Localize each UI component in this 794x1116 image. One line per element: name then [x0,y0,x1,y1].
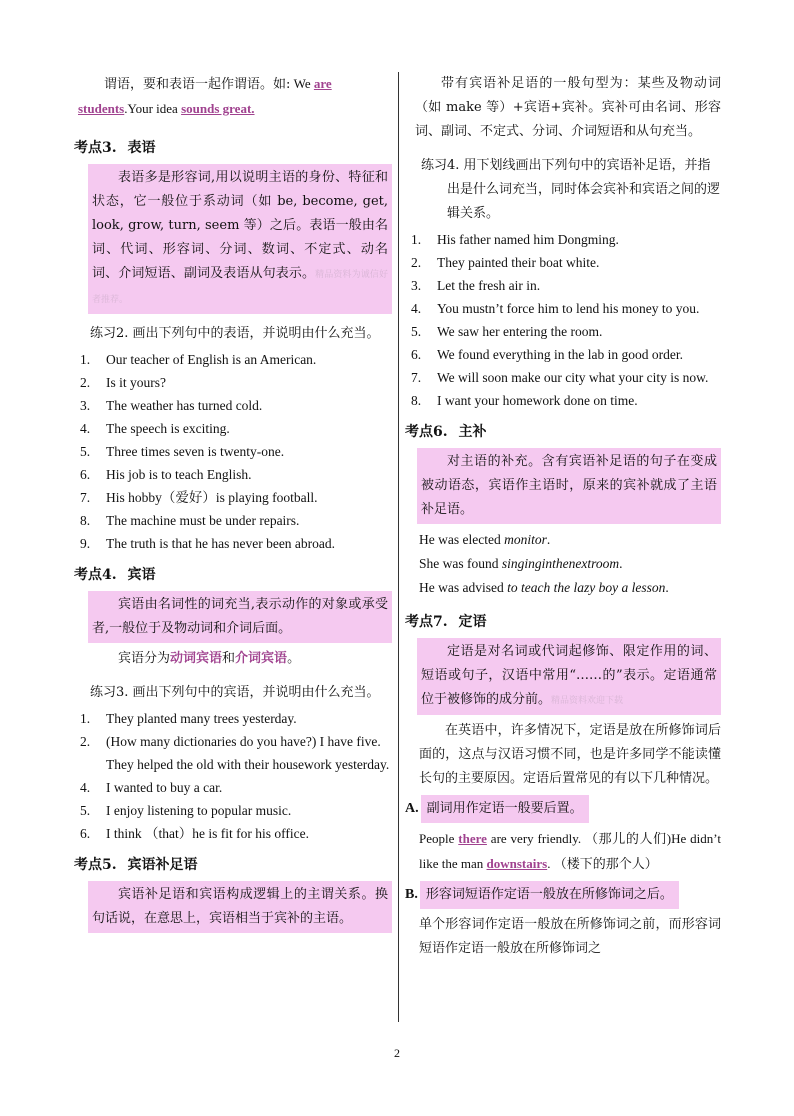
exercise-text: 画出下列句中的宾语，并说明由什么充当。 [132,685,380,700]
rule-letter: A. [405,801,419,816]
section-3-definition [88,164,392,314]
list-item [74,756,392,774]
section-title: 表语 [127,140,156,156]
example-italic: monitor [504,532,547,547]
split-and: 和 [222,651,236,666]
verb-object-term: 动词宾语 [170,651,223,666]
list-item [74,351,392,369]
exercise-3 [82,681,392,705]
example-part: are very friendly. （那儿的人们)He didn’t like the man [419,831,721,871]
right-intro [405,72,721,144]
item-text: You mustn’t force him to lend his money to you. [437,301,700,316]
section-title: 定语 [458,614,487,630]
definition-text: 宾语由名词性的词充当,表示动作的对象或承受者,一般位于及物动词和介词后面。 [92,597,388,636]
section-title: 宾语补足语 [127,857,198,873]
section-6-example-2 [405,552,721,576]
item-text: The machine must be under repairs. [106,513,300,528]
watermark-text: 精品资料为诚信好者推荐。 [92,270,388,305]
example-part: . （楼下的那个人） [547,856,658,871]
item-text: The speech is exciting. [106,421,230,436]
rule-letter: B. [405,887,418,902]
definition-text: 对主语的补充。含有宾语补足语的句子在变成被动语态，宾语作主语时，原来的宾补就成了主语补足语。 [421,454,717,517]
item-text: His job is to teach English. [106,467,252,482]
rule-a [405,795,721,823]
section-3-heading [74,136,392,160]
item-text: (How many dictionaries do you have?) I have five. [106,734,381,749]
example-prefix: He was elected [419,532,505,547]
section-4-definition [88,591,392,643]
intro-we: We [290,76,314,91]
section-label: 考点5. [74,857,117,873]
item-text: I think （that）he is fit for his office. [106,826,309,841]
list-item [74,489,392,507]
list-item [74,733,392,751]
exercise-label: 练习3. [90,685,129,700]
list-item [405,392,721,410]
exercise-label: 练习4. [421,158,460,173]
rule-a-example [405,827,721,877]
section-label: 考点7. [405,614,448,630]
section-title: 宾语 [127,567,156,583]
section-6-heading [405,420,721,444]
item-text: We found everything in the lab in good order. [437,347,683,362]
list-item [405,231,721,249]
item-number: 4. [80,780,91,795]
intro-text: 谓语，要和表语一起作谓语。如: [104,77,291,92]
section-6-example-1 [405,528,721,552]
definition-text: 宾语补足语和宾语构成逻辑上的主谓关系。换句话说，在意思上，宾语相当于宾补的主语。 [92,887,388,926]
item-number: 9. [80,536,91,551]
exercise-label: 练习2. [90,326,129,341]
intro-are: are [313,76,332,91]
page-number: 2 [394,1046,400,1060]
item-text: Let the fresh air in. [437,278,541,293]
section-7-heading [405,610,721,634]
section-title: 主补 [458,424,487,440]
item-number: 7. [80,490,91,505]
item-text: The weather has turned cold. [106,398,263,413]
item-text: We saw her entering the room. [437,324,603,339]
rule-b-body [405,913,721,961]
exercise-2-list [74,351,392,553]
list-item [74,374,392,392]
list-item [74,710,392,728]
exercise-2 [82,322,392,346]
item-number: 7. [411,370,422,385]
item-number: 1. [80,711,91,726]
example-italic: singinginthenextroom [501,556,620,571]
definition-text: 定语是对名词或代词起修饰、限定作用的词、短语或句子，汉语中常用“……的”表示。定语通常位于被修饰的成分前。 [421,644,717,707]
exercise-text: 画出下列句中的表语，并说明由什么充当。 [132,326,380,341]
item-number: 4. [80,421,91,436]
list-item [405,300,721,318]
rule-text: 形容词短语作定语一般放在所修饰词之后。 [420,881,679,909]
section-6-definition [417,448,721,524]
prep-object-term: 介词宾语 [235,651,288,666]
exercise-4 [413,154,721,226]
list-item [74,443,392,461]
intro-paragraph [74,72,392,122]
item-text: Our teacher of English is an American. [106,352,317,367]
exercise-text: 用下划线画出下列句中的宾语补足语，并指出是什么词充当，同时体会宾补和宾语之间的逻辑关系。 [447,158,721,221]
item-text: Is it yours? [106,375,166,390]
body-text: 单个形容词作定语一般放在所修饰词之前，而形容词短语作定语一般放在所修饰词之 [419,917,721,956]
example-end: . [665,580,669,595]
item-number: 3. [411,278,422,293]
item-text: I wanted to buy a car. [106,780,223,795]
item-text: Three times seven is twenty-one. [106,444,285,459]
example-prefix: He was advised [419,580,508,595]
list-item [74,802,392,820]
intro-sounds: sounds great. [181,101,255,116]
item-number: 5. [80,803,91,818]
section-label: 考点4. [74,567,117,583]
item-number: 4. [411,301,422,316]
item-text: His hobby（爱好）is playing football. [106,490,318,505]
item-text: His father named him Dongming. [437,232,619,247]
column-divider [398,72,399,1022]
exercise-4-list [405,231,721,410]
list-item [74,420,392,438]
item-number: 6. [411,347,422,362]
list-item [74,466,392,484]
item-number: 1. [80,352,91,367]
section-label: 考点3. [74,140,117,156]
item-number: 8. [411,393,422,408]
split-end: 。 [287,651,301,666]
section-5-definition [88,881,392,933]
item-text: I enjoy listening to popular music. [106,803,292,818]
definition-text: 表语多是形容词,用以说明主语的身份、特征和状态，它一般位于系动词（如 be, become, get, look, grow, turn, seem 等）之后。表语一般由名词、代词、形容词、分词、数词、不定式、动名词、介词短语、副词及表语从句表示。 [92,170,388,281]
item-number: 2. [411,255,422,270]
rule-text: 副词用作定语一般要后置。 [421,795,589,823]
left-column [74,72,392,935]
list-item [405,277,721,295]
section-label: 考点6. [405,424,448,440]
exercise-3-list [74,710,392,843]
section-4-heading [74,563,392,587]
item-number: 6. [80,467,91,482]
rule-b [405,881,721,909]
example-downstairs: downstairs [486,856,548,871]
list-item [74,825,392,843]
item-number: 1. [411,232,422,247]
list-item [74,779,392,797]
section-7-definition [417,638,721,715]
section-4-split [74,647,392,671]
list-item [405,369,721,387]
item-number: 8. [80,513,91,528]
intro-students: students [78,101,125,116]
item-number [74,756,106,774]
right-column [405,72,721,961]
item-text: They helped the old with their housework yesterday. [106,757,390,772]
item-text: I want your homework done on time. [437,393,638,408]
item-number: 2. [80,734,91,749]
item-number: 6. [80,826,91,841]
list-item [405,254,721,272]
split-prefix: 宾语分为 [118,651,171,666]
item-number: 2. [80,375,91,390]
intro-text: 带有宾语补足语的一般句型为：某些及物动词（如 make 等）+宾语+宾补。宾补可由名词、形容词、副词、不定式、分词、介词短语和从句充当。 [415,76,721,139]
list-item [74,512,392,530]
item-text: They planted many trees yesterday. [106,711,297,726]
list-item [405,346,721,364]
section-7-body [405,719,721,791]
body-text: 在英语中，许多情况下，定语是放在所修饰词后面的，这点与汉语习惯不同，也是许多同学不能读懂长句的主要原因。定语后置常见的有以下几种情况。 [419,723,721,786]
intro-mid: .Your idea [124,101,182,116]
example-prefix: She was found [419,556,502,571]
section-5-heading [74,853,392,877]
list-item [74,535,392,553]
item-text: The truth is that he has never been abroad. [106,536,336,551]
list-item [405,323,721,341]
example-italic: to teach the lazy boy a lesson [507,580,666,595]
section-6-example-3 [405,576,721,600]
example-end: . [546,532,551,547]
example-there: there [458,831,487,846]
item-number: 5. [411,324,422,339]
list-item [74,397,392,415]
example-part: People [419,831,459,846]
item-text: They painted their boat white. [437,255,600,270]
item-number: 5. [80,444,91,459]
item-text: We will soon make our city what your city is now. [437,370,709,385]
item-number: 3. [80,398,91,413]
example-end: . [619,556,623,571]
watermark-text: 精品资料欢迎下载 [551,696,624,706]
